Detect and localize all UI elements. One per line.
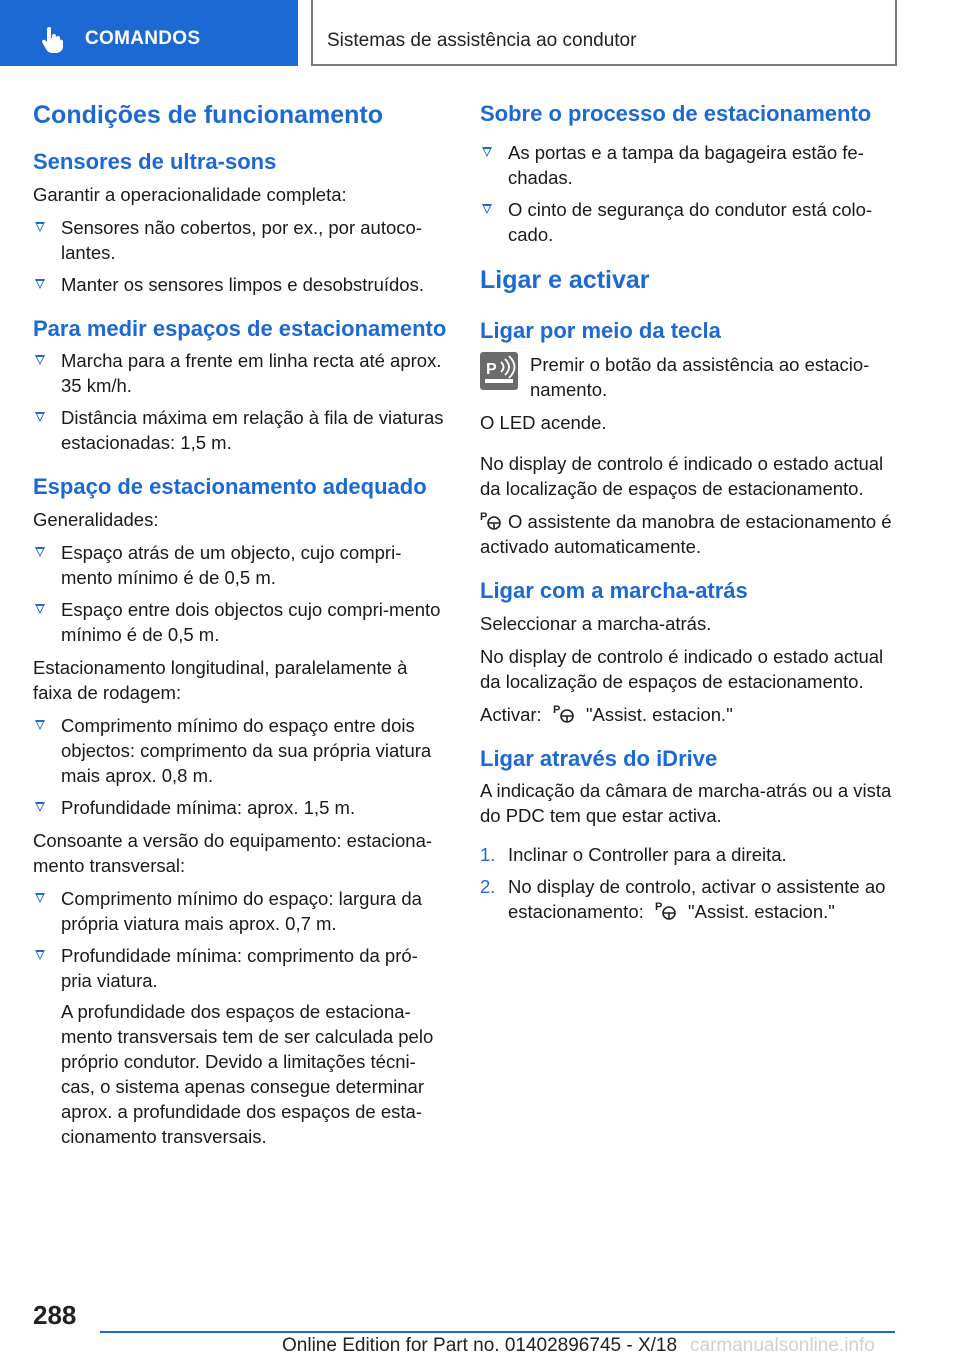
paragraph: No display de controlo é indicado o estado actual da localização de espaços de estacionamento. [480, 645, 884, 692]
numbered-list [480, 842, 900, 924]
list-item: Espaço entre dois objectos cujo compri-mento mínimo é de 0,5 m. [33, 597, 448, 647]
triangle-bullet-icon [35, 802, 45, 812]
heading-switch-idrive: Ligar através do iDrive [480, 745, 718, 771]
svg-text:P: P [480, 511, 488, 523]
heading-suitable-space: Espaço de estacionamento adequado [33, 474, 427, 499]
paragraph: Estacionamento longitudinal, paralelamente à faixa de rodagem: [33, 656, 408, 703]
parking-p-icon [480, 352, 518, 390]
sub-note: A profundidade dos espaços de estaciona-mento transversais tem de ser calculada pelo próprio condutor. Devido a limitações técni-cas, o sistema apenas consegue determinar aprox. a profundidade dos espaços de esta-cionamento transversais. [61, 1000, 434, 1147]
heading-ultrasonic-sensors: Sensores de ultra-sons [33, 149, 277, 174]
paragraph: Seleccionar a marcha-atrás. [480, 612, 712, 634]
paragraph: P O assistente da manobra de estacionamento é activado automaticamente. [480, 511, 892, 557]
list-item: Marcha para a frente em linha recta até aprox. 35 km/h. [33, 348, 448, 398]
triangle-bullet-icon [35, 279, 45, 289]
section-title: Sistemas de assistência ao condutor [327, 30, 637, 51]
heading-switch-reverse: Ligar com a marcha-atrás [480, 578, 748, 603]
bullet-list [33, 348, 448, 455]
edition-text: Online Edition for Part no. 01402896745 - X/18 [282, 1335, 678, 1356]
paragraph: Consoante a versão do equipamento: estaciona-mento transversal: [33, 829, 433, 876]
parking-steering-icon [553, 702, 575, 724]
heading-operating-conditions: Condições de funcionamento [33, 101, 384, 129]
list-item: Manter os sensores limpos e desobstruídos. [33, 272, 448, 297]
triangle-bullet-icon [482, 204, 492, 214]
chapter-label: COMANDOS [85, 28, 201, 49]
bullet-list [480, 140, 900, 247]
paragraph: Premir o botão da assistência ao estacio-namento. [530, 354, 870, 400]
list-item: 1. Inclinar o Controller para a direita. [480, 844, 787, 865]
page-header [0, 0, 960, 66]
list-item: Sensores não cobertos, por ex., por autoco-lantes. [33, 215, 448, 265]
bullet-list [33, 540, 448, 647]
paragraph: Generalidades: [33, 508, 159, 530]
list-item: Distância máxima em relação à fila de viaturas estacionadas: 1,5 m. [33, 405, 448, 455]
parking-assistant-button-icon [480, 352, 518, 390]
list-item: Comprimento mínimo do espaço entre dois objectos: comprimento da sua própria viatura mais aprox. 0,8 m. [33, 713, 448, 788]
triangle-bullet-icon [35, 604, 45, 614]
watermark: carmanualsonline.info [690, 1335, 875, 1356]
left-column [33, 100, 448, 1157]
footer-divider [100, 1331, 895, 1333]
heading-measure-spaces: Para medir espaços de estacionamento [33, 315, 447, 341]
triangle-bullet-icon [35, 720, 45, 730]
heading-switch-via-button: Ligar por meio da tecla [480, 317, 721, 343]
button-instruction [480, 352, 900, 404]
paragraph: Garantir a operacionalidade completa: [33, 183, 347, 205]
pointing-hand-icon [40, 27, 64, 53]
svg-text:P: P [654, 901, 663, 913]
parking-steering-icon [655, 899, 677, 921]
triangle-bullet-icon [35, 547, 45, 557]
list-item: Comprimento mínimo do espaço: largura da própria viatura mais aprox. 0,7 m. [33, 886, 448, 936]
triangle-bullet-icon [35, 950, 45, 960]
list-item: Espaço atrás de um objecto, cujo compri-mento mínimo é de 0,5 m. [33, 540, 448, 590]
bullet-list [33, 215, 448, 297]
svg-text:P: P [486, 361, 497, 378]
paragraph: No display de controlo é indicado o estado actual da localização de espaços de estacionamento. [480, 453, 884, 499]
bullet-list [33, 886, 448, 1149]
svg-text:P: P [552, 703, 561, 716]
bullet-list [33, 713, 448, 820]
list-item: Profundidade mínima: aprox. 1,5 m. [33, 795, 448, 820]
list-item: As portas e a tampa da bagageira estão fe-chadas. [480, 140, 900, 190]
page-number: 288 [33, 1300, 77, 1330]
section-title-box [311, 0, 897, 66]
heading-switch-on-activate: Ligar e activar [480, 265, 650, 294]
list-item: 2. No display de controlo, activar o assistente ao estacionamento: P "Assist. estacion." [480, 876, 886, 922]
triangle-bullet-icon [482, 147, 492, 157]
triangle-bullet-icon [35, 412, 45, 422]
paragraph: O LED acende. [480, 412, 607, 433]
triangle-bullet-icon [35, 222, 45, 232]
list-item: Profundidade mínima: comprimento da pró-pria viatura. A profundidade dos espaços de estaciona-mento transversais tem de ser calculada pelo próprio condutor. Devido a limitações técni-cas, o sistema apenas consegue determinar aprox. a profundidade dos espaços de esta-cionamento transversais. [33, 943, 448, 1149]
parking-steering-icon [480, 509, 502, 531]
chapter-tab [0, 0, 298, 66]
list-item: O cinto de segurança do condutor está colo-cado. [480, 197, 900, 247]
heading-parking-process: Sobre o processo de estacionamento [480, 101, 872, 126]
triangle-bullet-icon [35, 893, 45, 903]
paragraph: Activar: P "Assist. estacion." [480, 703, 733, 725]
triangle-bullet-icon [35, 355, 45, 365]
paragraph: A indicação da câmara de marcha-atrás ou a vista do PDC tem que estar activa. [480, 780, 892, 826]
right-column [480, 100, 900, 931]
